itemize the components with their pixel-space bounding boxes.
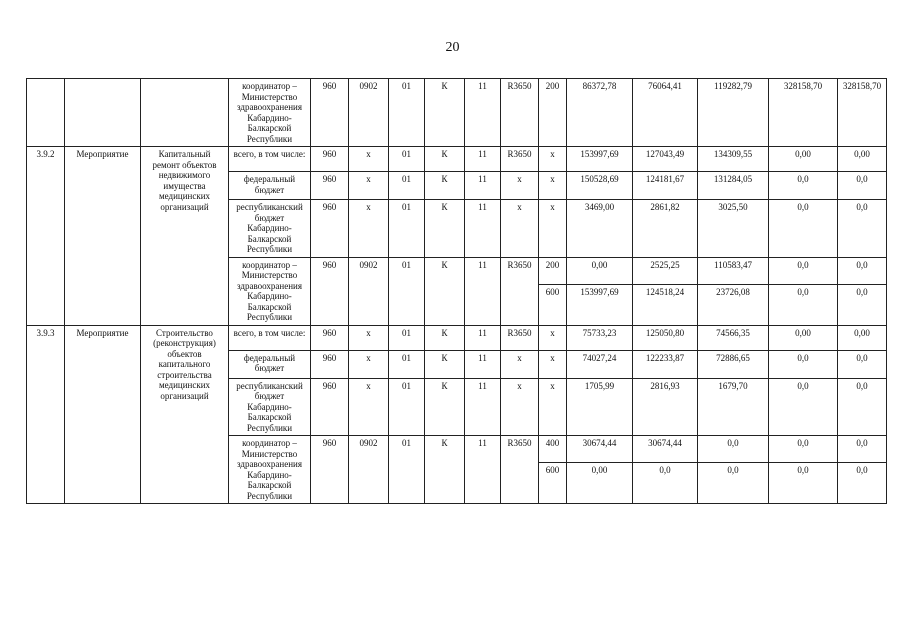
amount-cell-5: 0,0 [838, 200, 887, 258]
amount-cell-4: 0,0 [769, 463, 838, 504]
amount-cell-5: 0,0 [838, 284, 887, 325]
gp-cell: 01 [389, 378, 425, 436]
rzpr-cell: x [349, 325, 389, 350]
pgp-cell: К [425, 172, 465, 200]
amount-cell-5: 0,0 [838, 172, 887, 200]
rzpr-cell: 0902 [349, 79, 389, 147]
amount-cell-1: 75733,23 [567, 325, 633, 350]
csr-cell: x [501, 200, 539, 258]
amount-cell-3: 23726,08 [698, 284, 769, 325]
amount-cell-3: 3025,50 [698, 200, 769, 258]
amount-cell-2: 124181,67 [633, 172, 698, 200]
csr-cell: R3650 [501, 257, 539, 325]
amount-cell-3: 119282,79 [698, 79, 769, 147]
om-cell: 11 [465, 79, 501, 147]
amount-cell-3: 0,0 [698, 463, 769, 504]
om-cell: 11 [465, 378, 501, 436]
payer-cell: республиканский бюджет Кабардино-Балкарской Республики [229, 200, 311, 258]
grbs-cell: 960 [311, 172, 349, 200]
gp-cell: 01 [389, 350, 425, 378]
table-body [27, 79, 887, 504]
pgp-cell: К [425, 200, 465, 258]
csr-cell: R3650 [501, 436, 539, 504]
amount-cell-4: 328158,70 [769, 79, 838, 147]
amount-cell-4: 0,0 [769, 257, 838, 284]
amount-cell-2: 124518,24 [633, 284, 698, 325]
amount-cell-2: 127043,49 [633, 147, 698, 172]
page-number: 20 [445, 40, 460, 55]
amount-cell-2: 30674,44 [633, 436, 698, 463]
vr-cell: 600 [539, 284, 567, 325]
amount-cell-5: 328158,70 [838, 79, 887, 147]
rzpr-cell: x [349, 200, 389, 258]
amount-cell-2: 122233,87 [633, 350, 698, 378]
amount-cell-1: 30674,44 [567, 436, 633, 463]
amount-cell-1: 153997,69 [567, 284, 633, 325]
gp-cell: 01 [389, 325, 425, 350]
grbs-cell: 960 [311, 147, 349, 172]
om-cell: 11 [465, 350, 501, 378]
item-code-cell: 3.9.2 [27, 147, 65, 326]
pgp-cell: К [425, 378, 465, 436]
rzpr-cell: 0902 [349, 436, 389, 504]
amount-cell-4: 0,00 [769, 147, 838, 172]
payer-cell: координатор – Министерство здравоохранения Кабардино-Балкарской Республики [229, 79, 311, 147]
gp-cell: 01 [389, 147, 425, 172]
payer-cell: координатор – Министерство здравоохранения Кабардино-Балкарской Республики [229, 257, 311, 325]
amount-cell-4: 0,0 [769, 350, 838, 378]
amount-cell-3: 74566,35 [698, 325, 769, 350]
amount-cell-2: 0,0 [633, 463, 698, 504]
payer-cell: федеральный бюджет [229, 172, 311, 200]
om-cell: 11 [465, 257, 501, 325]
amount-cell-3: 110583,47 [698, 257, 769, 284]
om-cell: 11 [465, 200, 501, 258]
gp-cell: 01 [389, 436, 425, 504]
gp-cell: 01 [389, 257, 425, 325]
amount-cell-1: 3469,00 [567, 200, 633, 258]
csr-cell: x [501, 378, 539, 436]
payer-cell: федеральный бюджет [229, 350, 311, 378]
amount-cell-5: 0,0 [838, 350, 887, 378]
amount-cell-3: 72886,65 [698, 350, 769, 378]
vr-cell: 200 [539, 257, 567, 284]
vr-cell: x [539, 350, 567, 378]
vr-cell: x [539, 325, 567, 350]
rzpr-cell: 0902 [349, 257, 389, 325]
grbs-cell: 960 [311, 350, 349, 378]
pgp-cell: К [425, 350, 465, 378]
amount-cell-5: 0,0 [838, 257, 887, 284]
pgp-cell: К [425, 257, 465, 325]
item-type-cell: Мероприятие [65, 325, 141, 504]
csr-cell: R3650 [501, 325, 539, 350]
amount-cell-2: 2525,25 [633, 257, 698, 284]
amount-cell-2: 125050,80 [633, 325, 698, 350]
amount-cell-4: 0,0 [769, 172, 838, 200]
gp-cell: 01 [389, 79, 425, 147]
amount-cell-3: 1679,70 [698, 378, 769, 436]
table-row [27, 325, 887, 350]
payer-cell: республиканский бюджет Кабардино-Балкарской Республики [229, 378, 311, 436]
gp-cell: 01 [389, 200, 425, 258]
item-name-cell: Капитальный ремонт объектов недвижимого имущества медицинских организаций [141, 147, 229, 326]
item-name-cell: Строительство (реконструкция) объектов капитального строительства медицинских организаций [141, 325, 229, 504]
item-code-cell: 3.9.3 [27, 325, 65, 504]
amount-cell-2: 76064,41 [633, 79, 698, 147]
amount-cell-5: 0,0 [838, 463, 887, 504]
budget-table [26, 78, 887, 504]
amount-cell-4: 0,00 [769, 325, 838, 350]
payer-cell: всего, в том числе: [229, 147, 311, 172]
csr-cell: x [501, 172, 539, 200]
amount-cell-4: 0,0 [769, 284, 838, 325]
grbs-cell: 960 [311, 325, 349, 350]
amount-cell-1: 150528,69 [567, 172, 633, 200]
grbs-cell: 960 [311, 257, 349, 325]
csr-cell: R3650 [501, 79, 539, 147]
amount-cell-4: 0,0 [769, 378, 838, 436]
rzpr-cell: x [349, 378, 389, 436]
grbs-cell: 960 [311, 378, 349, 436]
amount-cell-5: 0,0 [838, 436, 887, 463]
payer-cell: координатор – Министерство здравоохранения Кабардино-Балкарской Республики [229, 436, 311, 504]
item-name-cell [141, 79, 229, 147]
amount-cell-2: 2816,93 [633, 378, 698, 436]
amount-cell-3: 0,0 [698, 436, 769, 463]
vr-cell: 400 [539, 436, 567, 463]
om-cell: 11 [465, 325, 501, 350]
gp-cell: 01 [389, 172, 425, 200]
amount-cell-4: 0,0 [769, 200, 838, 258]
table-row [27, 79, 887, 147]
vr-cell: x [539, 172, 567, 200]
item-code-cell [27, 79, 65, 147]
pgp-cell: К [425, 436, 465, 504]
grbs-cell: 960 [311, 200, 349, 258]
amount-cell-1: 0,00 [567, 257, 633, 284]
csr-cell: x [501, 350, 539, 378]
amount-cell-1: 153997,69 [567, 147, 633, 172]
amount-cell-2: 2861,82 [633, 200, 698, 258]
amount-cell-1: 1705,99 [567, 378, 633, 436]
om-cell: 11 [465, 436, 501, 504]
om-cell: 11 [465, 147, 501, 172]
vr-cell: x [539, 378, 567, 436]
amount-cell-1: 86372,78 [567, 79, 633, 147]
item-type-cell: Мероприятие [65, 147, 141, 326]
table-row [27, 147, 887, 172]
vr-cell: 600 [539, 463, 567, 504]
rzpr-cell: x [349, 350, 389, 378]
item-type-cell [65, 79, 141, 147]
amount-cell-3: 134309,55 [698, 147, 769, 172]
amount-cell-5: 0,00 [838, 147, 887, 172]
amount-cell-1: 74027,24 [567, 350, 633, 378]
pgp-cell: К [425, 79, 465, 147]
amount-cell-1: 0,00 [567, 463, 633, 504]
vr-cell: x [539, 147, 567, 172]
amount-cell-5: 0,00 [838, 325, 887, 350]
pgp-cell: К [425, 325, 465, 350]
grbs-cell: 960 [311, 436, 349, 504]
vr-cell: x [539, 200, 567, 258]
csr-cell: R3650 [501, 147, 539, 172]
vr-cell: 200 [539, 79, 567, 147]
amount-cell-4: 0,0 [769, 436, 838, 463]
amount-cell-5: 0,0 [838, 378, 887, 436]
amount-cell-3: 131284,05 [698, 172, 769, 200]
rzpr-cell: x [349, 147, 389, 172]
om-cell: 11 [465, 172, 501, 200]
grbs-cell: 960 [311, 79, 349, 147]
pgp-cell: К [425, 147, 465, 172]
rzpr-cell: x [349, 172, 389, 200]
payer-cell: всего, в том числе: [229, 325, 311, 350]
